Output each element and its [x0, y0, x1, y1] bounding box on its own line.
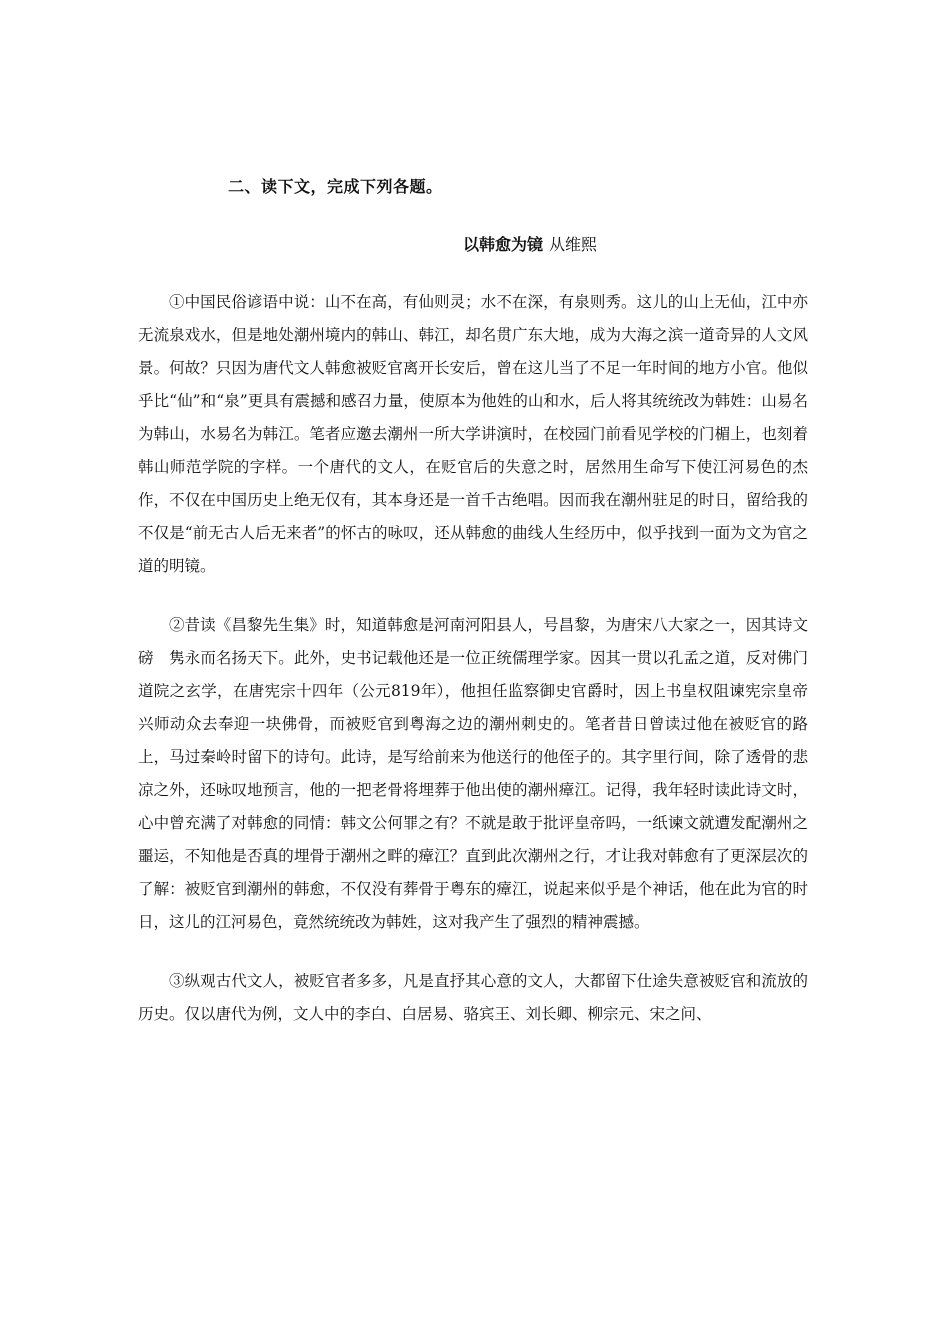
paragraph-1: ①中国民俗谚语中说：山不在高，有仙则灵；水不在深，有泉则秀。这儿的山上无仙，江中亦无流泉戏水，但是地处潮州境内的韩山、韩江，却名贯广东大地，成为大海之滨一道奇异的人文风景。何故？只因为唐代文人韩愈被贬官离开长安后，曾在这儿当了不足一年时间的地方小官。他似乎比“仙”和“泉”更具有震撼和感召力量，使原本为他姓的山和水，后人将其统统改为韩姓：山易名为韩山，水易名为韩江。笔者应邀去潮州一所大学讲演时，在校园门前看见学校的门楣上，也刻着韩山师范学院的字样。一个唐代的文人，在贬官后的失意之时，居然用生命写下使江河易色的杰作，不仅在中国历史上绝无仅有，其本身还是一首千古绝唱。因而我在潮州驻足的时日，留给我的不仅是“前无古人后无来者”的怀古的咏叹，还从韩愈的曲线人生经历中，似乎找到一面为文为官之道的明镜。	[138, 293, 808, 575]
article-author: 从维熙	[549, 235, 598, 254]
article-title: 以韩愈为镜	[462, 235, 543, 254]
paragraph-2: ②昔读《昌黎先生集》时，知道韩愈是河南河阳县人，号昌黎，为唐宋八大家之一，因其诗文磅 隽永而名扬天下。此外，史书记载他还是一位正统儒理学家。因其一贯以孔孟之道，反对佛门道院之玄学，在唐宪宗十四年（公元819年），他担任监察御史官爵时，因上书皇权阻谏宪宗皇帝兴师动众去奉迎一块佛骨，而被贬官到粤海之边的潮州刺史的。笔者昔日曾读过他在被贬官的路上，马过秦岭时留下的诗句。此诗，是写给前来为他送行的他侄子的。其字里行间，除了透骨的悲凉之外，还咏叹地预言，他的一把老骨将埋葬于他出使的潮州瘴江。记得，我年轻时读此诗文时，心中曾充满了对韩愈的同情：韩文公何罪之有？不就是敢于批评皇帝吗，一纸谏文就遭发配潮州之噩运，不知他是否真的埋骨于潮州之畔的瘴江？直到此次潮州之行，才让我对韩愈有了更深层次的了解：被贬官到潮州的韩愈，不仅没有葬骨于粤东的瘴江，说起来似乎是个神话，他在此为官的时日，这儿的江河易色，竟然统统改为韩姓，这对我产生了强烈的精神震撼。	[138, 616, 808, 931]
article-title-line	[0, 232, 950, 255]
section-heading: 二、读下文，完成下列各题。	[228, 177, 443, 196]
article-body	[138, 286, 808, 1057]
paragraph-3: ③纵观古代文人，被贬官者多多，凡是直抒其心意的文人，大都留下仕途失意被贬官和流放的历史。仅以唐代为例，文人中的李白、白居易、骆宾王、刘长卿、柳宗元、宋之问、	[138, 972, 808, 1023]
